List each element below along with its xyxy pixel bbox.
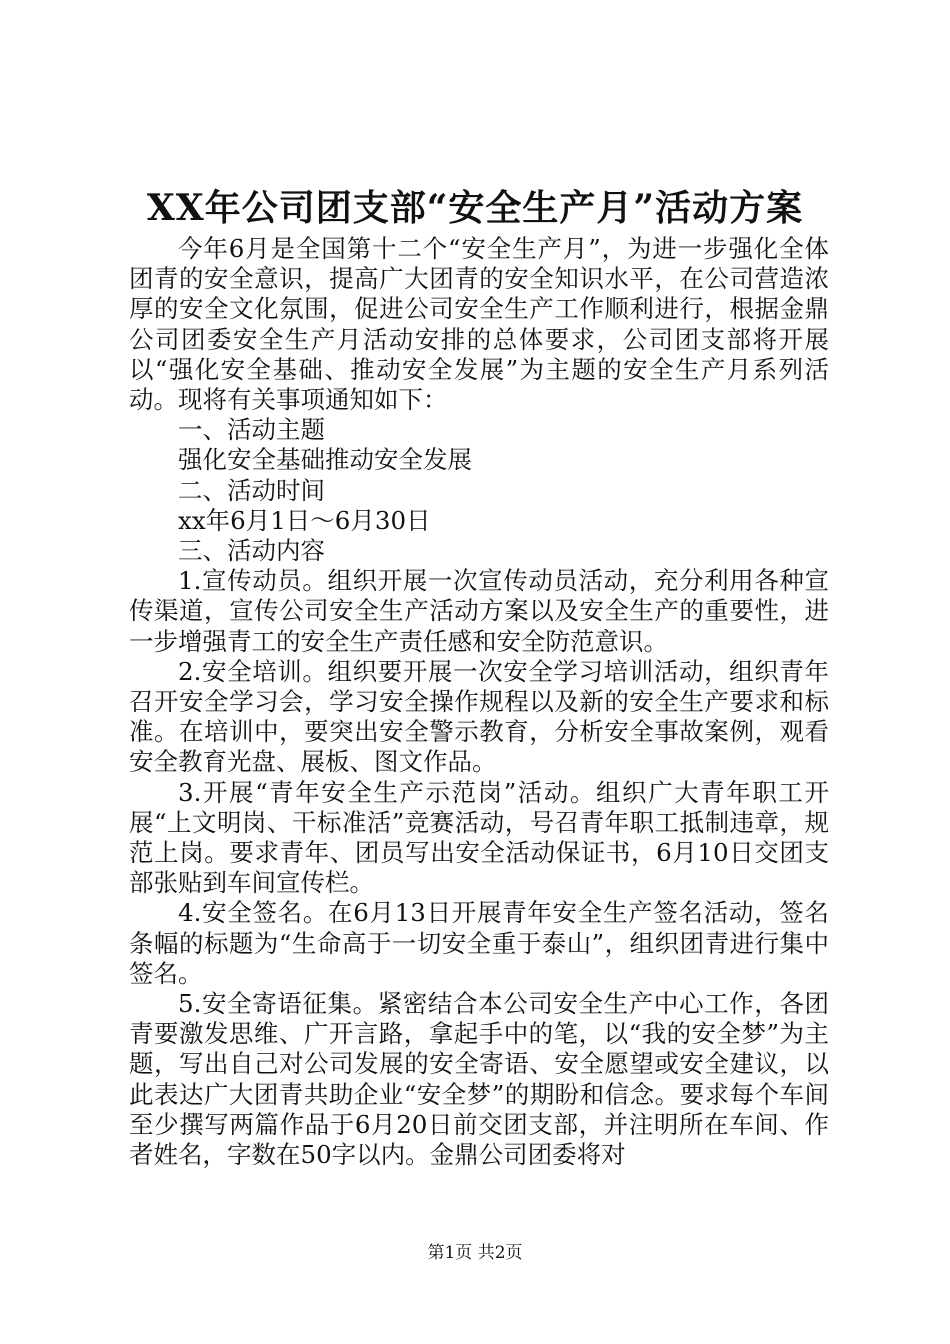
section-heading-time: 二、活动时间: [178, 475, 325, 505]
theme-text: 强化安全基础推动安全发展: [178, 445, 472, 475]
intro-paragraph: 今年6月是全国第十二个“安全生产月”，为进一步强化全体团青的安全意识，提高广大团青的安全知识水平，在公司营造浓厚的安全文化氛围，促进公司安全生产工作顺利进行，根据金鼎公司团委安全生产月活动安排的总体要求，公司团支部将开展以“强化安全基础、推动安全发展”为主题的安全生产月系列活动。现将有关事项通知如下：: [129, 234, 829, 415]
page-footer: 第1页 共2页: [427, 1243, 523, 1263]
section-heading-content: 三、活动内容: [178, 536, 325, 566]
content-item-2: 2.安全培训。组织要开展一次安全学习培训活动，组织青年召开安全学习会，学习安全操作规程以及新的安全生产要求和标准。在培训中，要突出安全警示教育，分析安全事故案例，观看安全教育光盘、展板、图文作品。: [129, 656, 829, 777]
content-item-1: 1.宣传动员。组织开展一次宣传动员活动，充分利用各种宣传渠道，宣传公司安全生产活动方案以及安全生产的重要性，进一步增强青工的安全生产责任感和安全防范意识。: [129, 566, 829, 656]
section-heading-theme: 一、活动主题: [178, 415, 325, 445]
content-item-5: 5.安全寄语征集。紧密结合本公司安全生产中心工作，各团青要激发思维、广开言路，拿起手中的笔，以“我的安全梦”为主题，写出自己对公司发展的安全寄语、安全愿望或安全建议，以此表达广大团青共助企业“安全梦”的期盼和信念。要求每个车间至少撰写两篇作品于6月20日前交团支部，并注明所在车间、作者姓名，字数在50字以内。金鼎公司团委将对: [129, 989, 829, 1170]
content-item-4: 4.安全签名。在6月13日开展青年安全生产签名活动，签名条幅的标题为“生命高于一切安全重于泰山”，组织团青进行集中签名。: [129, 898, 829, 988]
document-body: [129, 234, 829, 1170]
content-item-3: 3.开展“青年安全生产示范岗”活动。组织广大青年职工开展“上文明岗、干标准活”竞赛活动，号召青年职工抵制违章，规范上岗。要求青年、团员写出安全活动保证书，6月10日交团支部张贴到车间宣传栏。: [129, 777, 829, 898]
document-title: XX年公司团支部“安全生产月”活动方案: [146, 187, 804, 229]
time-text: xx年6月1日～6月30日: [178, 505, 431, 535]
